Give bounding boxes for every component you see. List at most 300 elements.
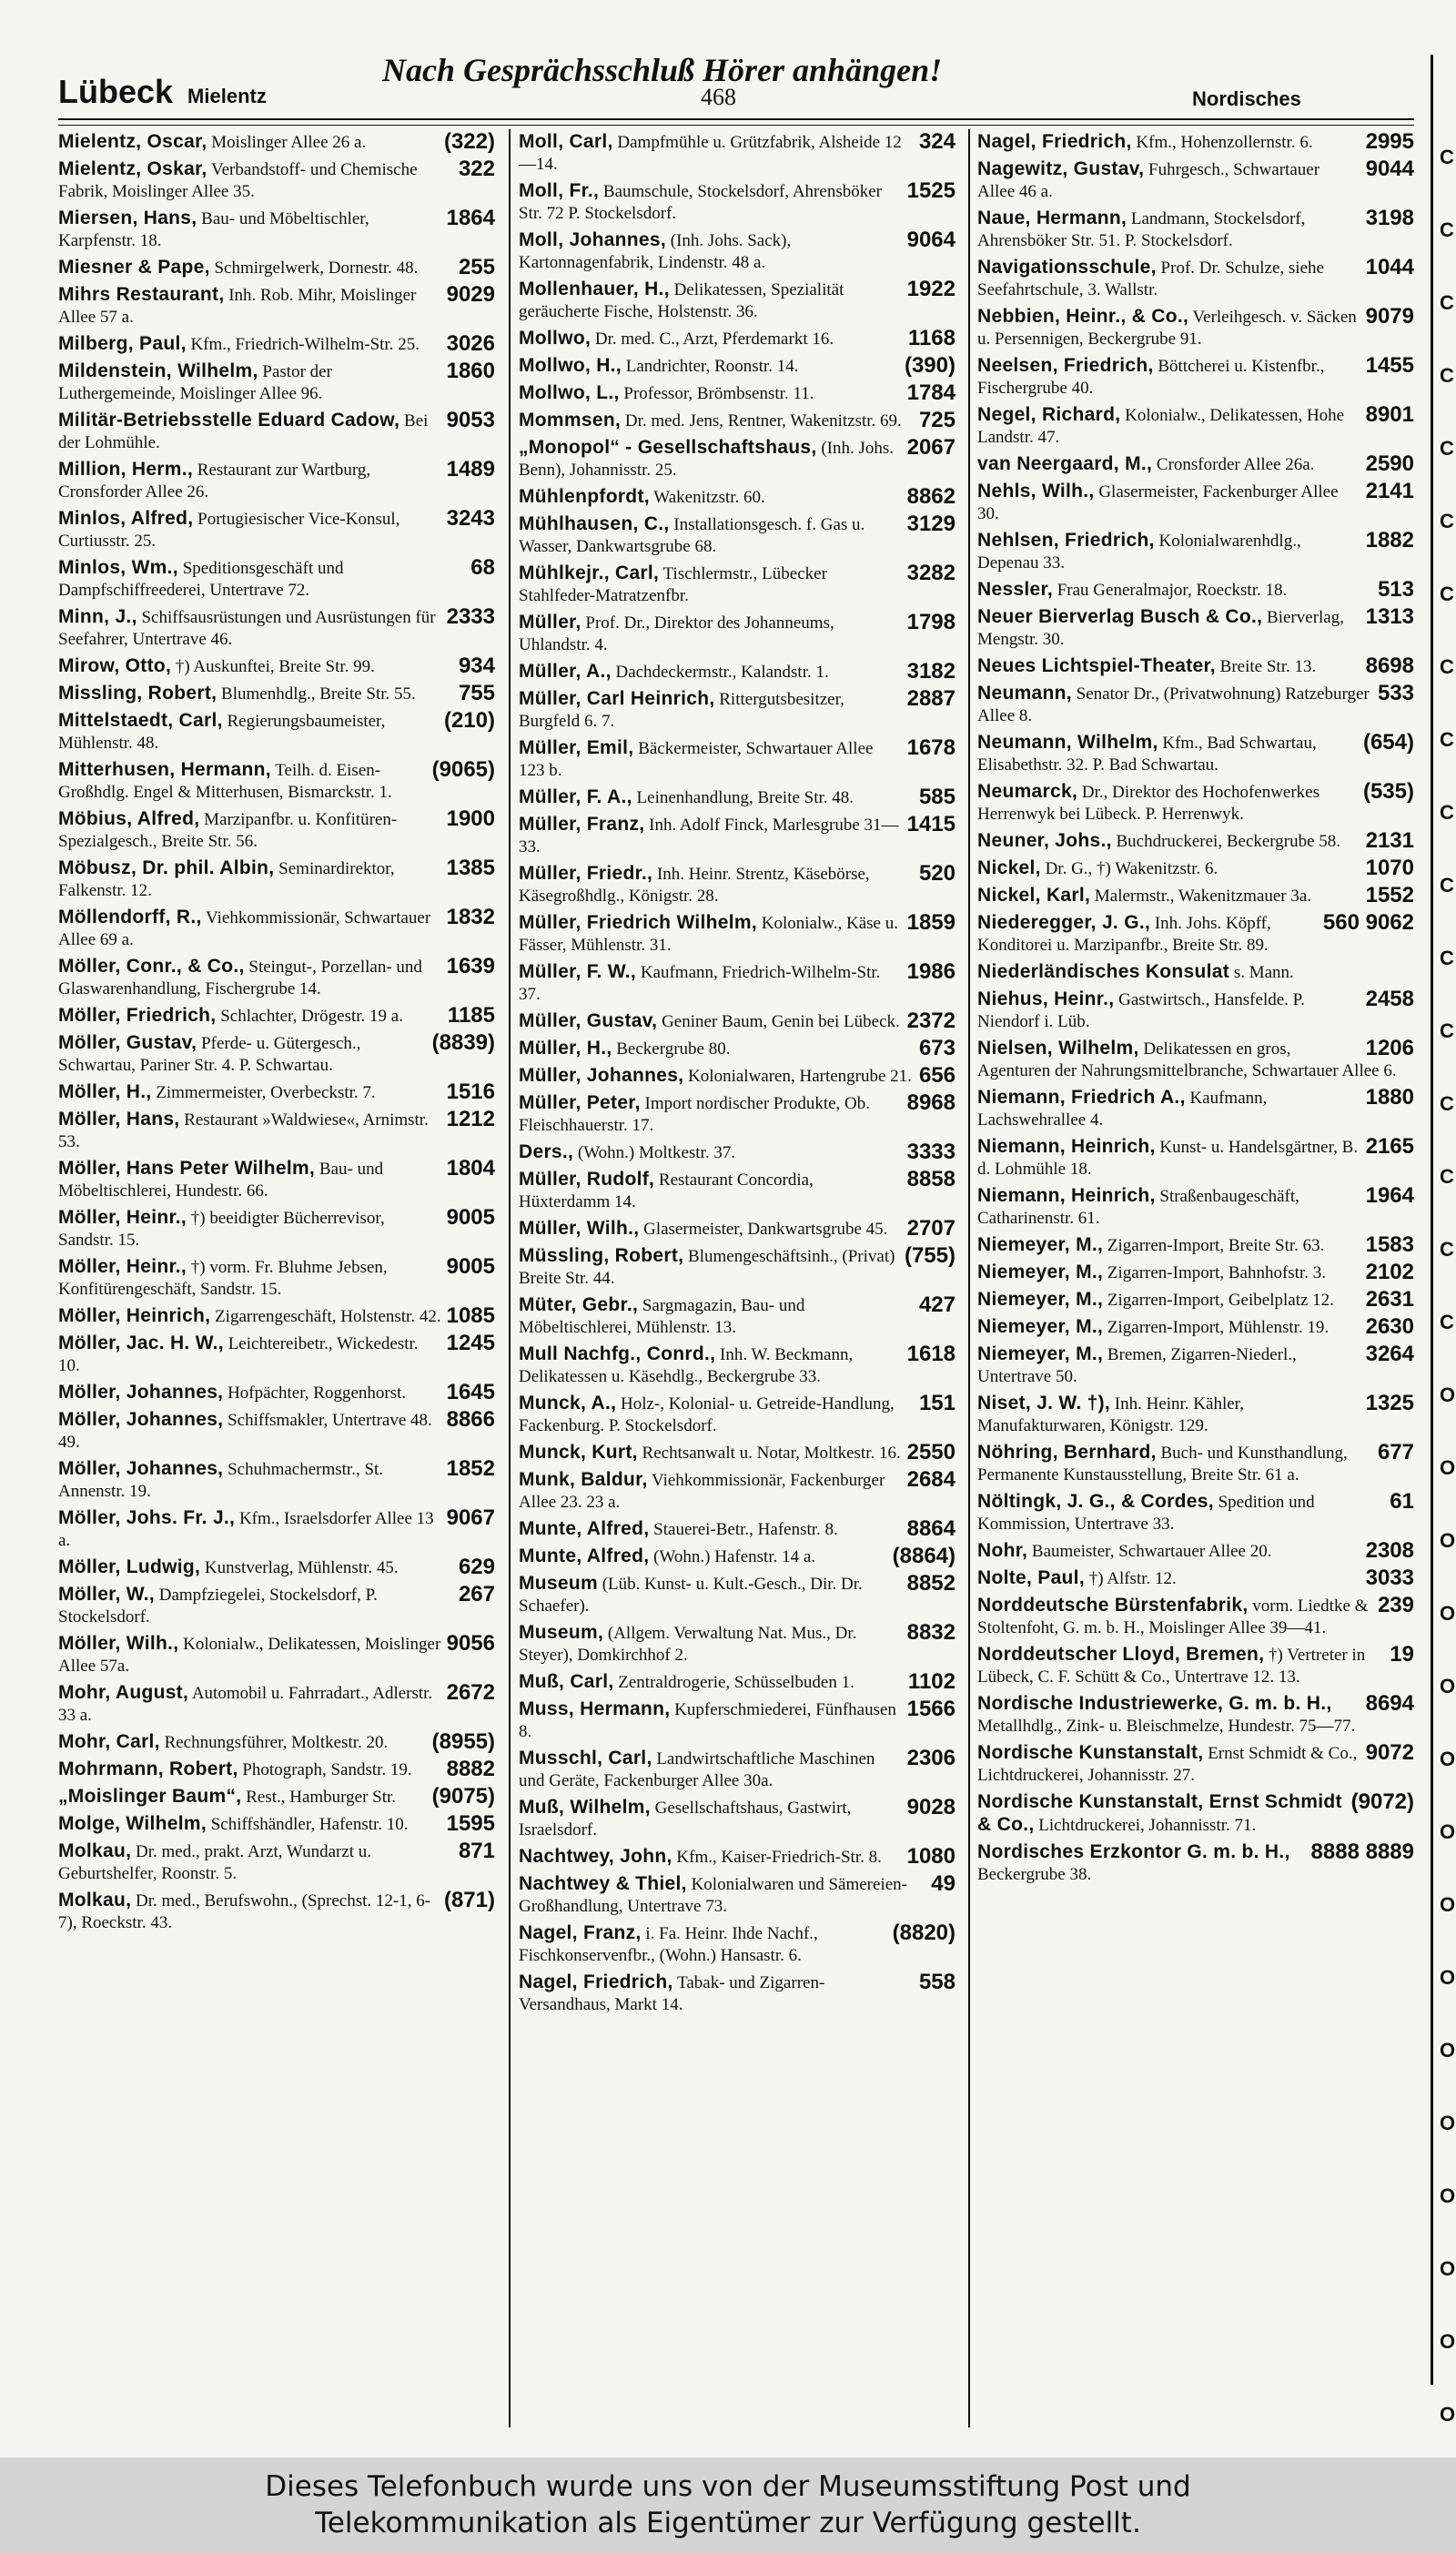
entry-details: Kupferschmiederei, Fünfhausen 8.: [519, 1700, 896, 1741]
entry-name: „Moislinger Baum“,: [58, 1786, 242, 1807]
entry-name: Ders.,: [519, 1141, 574, 1162]
entry-name: Müller, H.,: [519, 1038, 612, 1059]
entry-details: Leinenhandlung, Breite Str. 48.: [636, 788, 854, 807]
entry-details: Rechnungsführer, Moltkestr. 20.: [164, 1733, 389, 1752]
directory-entry: [977, 604, 1414, 654]
entry-details: Senator Dr., (Privatwohnung) Ratzeburger Allee 8.: [977, 684, 1370, 725]
entry-details: Schiffsausrüstungen und Ausrüstungen für Seefahrer, Untertrave 46.: [58, 608, 436, 649]
entry-details: Hofpächter, Roggenhorst.: [228, 1383, 407, 1403]
entry-name: Müller,: [519, 612, 581, 633]
entry-name: Mohr, August,: [58, 1682, 189, 1703]
entry-details: Kunst- u. Handelsgärtner, B. d. Lohmühle 18.: [977, 1138, 1359, 1179]
phone-number: 68: [470, 555, 495, 580]
entry-name: Niset, J. W. †),: [977, 1393, 1111, 1414]
directory-entry: [58, 1555, 495, 1582]
directory-entry: [58, 604, 495, 654]
entry-name: Nordische Industriewerke, G. m. b. H.,: [977, 1693, 1332, 1714]
directory-entry: [977, 1489, 1414, 1538]
directory-entry: [977, 1134, 1414, 1183]
entry-details: Blumenhdlg., Breite Str. 55.: [221, 684, 416, 704]
keyword-left: Mielentz: [187, 85, 267, 107]
entry-name: Molkau,: [58, 1840, 132, 1861]
entry-name: Nessler,: [977, 579, 1053, 600]
directory-entry: [977, 1593, 1414, 1642]
entry-details: Baumschule, Stockelsdorf, Ahrensböker Str. 72 P. Stockelsdorf.: [519, 182, 882, 223]
entry-name: Mommsen,: [519, 410, 622, 431]
directory-entry: [58, 654, 495, 681]
entry-details: Bäckermeister, Schwartauer Allee 123 b.: [519, 739, 874, 780]
directory-entry: [977, 1342, 1414, 1391]
entry-details: Dr. G., †) Wakenitzstr. 6.: [1045, 859, 1218, 878]
entry-name: Müller, Franz,: [519, 814, 645, 835]
phone-number: 677: [1377, 1440, 1414, 1464]
entry-name: Nöltingk, J. G., & Cordes,: [977, 1491, 1214, 1512]
directory-entry: [58, 1407, 495, 1456]
phone-number: 1882: [1365, 528, 1414, 552]
entry-name: van Neergaard, M.,: [977, 453, 1153, 474]
margin-mark: C: [1440, 583, 1454, 605]
entry-details: Landrichter, Roonstr. 14.: [625, 357, 799, 376]
phone-number: (322): [443, 129, 495, 154]
phone-number: 61: [1390, 1489, 1414, 1514]
entry-name: Miesner & Pape,: [58, 257, 210, 278]
entry-details: Gesellschaftshaus, Gastwirt, Israelsdorf.: [519, 1799, 852, 1839]
phone-number: 1618: [906, 1342, 956, 1366]
entry-name: Möller, Ludwig,: [58, 1556, 201, 1577]
directory-entry: [977, 129, 1414, 157]
entry-name: Niemeyer, M.,: [977, 1289, 1104, 1310]
margin-mark: C: [1440, 874, 1454, 897]
directory-entry: [58, 506, 495, 555]
phone-number: 2672: [446, 1680, 495, 1705]
phone-number: 1185: [447, 1003, 495, 1028]
entry-name: Niederländisches Konsulat: [977, 961, 1230, 982]
entry-name: Neumann, Wilhelm,: [977, 732, 1158, 753]
entry-name: Muß, Wilhelm,: [519, 1797, 651, 1818]
margin-mark: O: [1440, 1383, 1456, 1406]
phone-number: 8698: [1365, 654, 1414, 678]
directory-entry: [977, 528, 1414, 577]
directory-entry: [58, 1680, 495, 1729]
entry-name: Mihrs Restaurant,: [58, 284, 225, 305]
directory-entry: [58, 681, 495, 708]
directory-entry: [58, 255, 495, 282]
directory-entry: [519, 861, 956, 910]
entry-name: Nöhring, Bernhard,: [977, 1442, 1157, 1463]
directory-entry: [519, 1516, 956, 1544]
entry-name: Muß, Carl,: [519, 1671, 614, 1692]
directory-entry: [519, 1970, 956, 2019]
directory-entry: [519, 1620, 956, 1669]
phone-number: 8901: [1365, 402, 1414, 427]
entry-name: Nagel, Friedrich,: [519, 1971, 673, 1992]
entry-name: „Monopol“ - Gesellschaftshaus,: [519, 437, 817, 458]
entry-details: Delikatessen, Spezialität geräucherte Fische, Holstenstr. 36.: [519, 280, 844, 321]
directory-entry: [519, 561, 956, 610]
entry-details: Landmann, Stockelsdorf, Ahrensböker Str. 51. P. Stockelsdorf.: [977, 209, 1306, 250]
entry-details: Blumengeschäftsinh., (Privat) Breite Str. 44.: [519, 1247, 895, 1288]
phone-number: 1085: [446, 1303, 495, 1328]
phone-number: 656: [918, 1063, 956, 1088]
entry-name: Möller, Heinr.,: [58, 1256, 187, 1277]
entry-details: Beckergrube 38.: [977, 1865, 1092, 1884]
phone-number: 1986: [906, 959, 956, 984]
entry-details: Zigarren-Import, Breite Str. 63.: [1107, 1236, 1325, 1255]
entry-name: Nebbien, Heinr., & Co.,: [977, 306, 1189, 327]
phone-number: (755): [904, 1243, 956, 1268]
entry-name: Niemeyer, M.,: [977, 1316, 1104, 1337]
entry-name: Milberg, Paul,: [58, 333, 187, 354]
directory-entry: [977, 1538, 1414, 1566]
entry-name: Mohrmann, Robert,: [58, 1758, 238, 1779]
entry-name: Miersen, Hans,: [58, 208, 197, 228]
entry-details: Inh. Adolf Finck, Marlesgrube 31—33.: [519, 816, 899, 856]
directory-entry: [519, 1036, 956, 1063]
margin-mark: O: [1440, 2403, 1456, 2426]
entry-name: Niemeyer, M.,: [977, 1234, 1104, 1255]
directory-entry: [58, 1254, 495, 1303]
directory-entry: [58, 1888, 495, 1937]
directory-entry: [58, 1331, 495, 1380]
directory-entry: [519, 785, 956, 812]
entry-details: Viehkommissionär, Schwartauer Allee 69 a.: [58, 908, 431, 949]
directory-entry: [519, 959, 956, 1008]
entry-name: Neelsen, Friedrich,: [977, 355, 1154, 376]
phone-number: 1583: [1365, 1232, 1414, 1257]
entry-name: Nagel, Franz,: [519, 1922, 642, 1943]
phone-number: 1385: [446, 856, 495, 880]
directory-entry: [519, 380, 956, 408]
entry-name: Neues Lichtspiel-Theater,: [977, 655, 1216, 676]
entry-name: Niehus, Heinr.,: [977, 988, 1115, 1009]
directory-entry: [519, 1669, 956, 1697]
directory-entry: [58, 1839, 495, 1888]
entry-details: Dr. med., Berufswohn., (Sprechst. 12-1, 6-7), Roeckstr. 43.: [58, 1891, 431, 1932]
entry-name: Nagewitz, Gustav,: [977, 158, 1145, 179]
entry-name: Mühlenpfordt,: [519, 486, 650, 507]
phone-number: 1168: [907, 326, 956, 350]
entry-name: Missling, Robert,: [58, 683, 217, 704]
entry-details: Wakenitzstr. 60.: [653, 488, 765, 507]
phone-number: 1804: [446, 1156, 495, 1181]
directory-entry: [58, 157, 495, 206]
entry-name: Möller, Gustav,: [58, 1032, 197, 1053]
phone-number: 1832: [446, 905, 495, 929]
entry-details: Kolonialwarenhdlg., Depenau 33.: [977, 532, 1301, 573]
entry-name: Müller, Gustav,: [519, 1010, 658, 1031]
phone-number: 8866: [446, 1407, 495, 1432]
directory-entry: [58, 1205, 495, 1254]
phone-number: 8832: [906, 1620, 956, 1645]
listing-column-1: [58, 129, 495, 2427]
directory-entry: [977, 353, 1414, 402]
entry-details: Breite Str. 13.: [1219, 657, 1317, 676]
entry-name: Nagel, Friedrich,: [977, 131, 1132, 152]
margin-mark: C: [1440, 146, 1454, 168]
entry-details: Buch- und Kunsthandlung, Permanente Kunstausstellung, Breite Str. 61 a.: [977, 1444, 1348, 1485]
entry-details: Inh. W. Beckmann, Delikatessen u. Käsehdlg., Beckergrube 33.: [519, 1345, 854, 1386]
margin-mark: O: [1440, 1893, 1456, 1916]
directory-entry: [58, 282, 495, 331]
entry-name: Neuer Bierverlag Busch & Co.,: [977, 606, 1263, 627]
entry-name: Möller, W.,: [58, 1584, 155, 1605]
directory-entry: [977, 1183, 1414, 1232]
phone-number: 8694: [1365, 1691, 1414, 1716]
directory-entry: [977, 1691, 1414, 1740]
entry-details: Fuhrgesch., Schwartauer Allee 46 a.: [977, 160, 1320, 201]
entry-name: Möller, Johs. Fr. J.,: [58, 1507, 236, 1528]
phone-number: 9028: [906, 1795, 956, 1819]
entry-details: Kolonialw., Delikatessen, Hohe Landstr. 47.: [977, 406, 1345, 447]
entry-details: Dr. med. C., Arzt, Pferdemarkt 16.: [594, 329, 834, 349]
phone-number: 673: [918, 1036, 956, 1060]
phone-number: 2067: [906, 435, 956, 460]
entry-name: Möller, Jac. H. W.,: [58, 1333, 224, 1353]
entry-details: Frau Generalmajor, Roeckstr. 18.: [1057, 581, 1288, 600]
entry-name: Minlos, Wm.,: [58, 557, 178, 578]
entry-details: (Wohn.) Hafenstr. 14 a.: [653, 1547, 816, 1566]
margin-mark: C: [1440, 1019, 1454, 1042]
directory-entry: [977, 1314, 1414, 1342]
entry-details: Zimmermeister, Overbeckstr. 7.: [156, 1083, 376, 1102]
phone-number: 8968: [906, 1090, 956, 1115]
directory-entry: [977, 1260, 1414, 1287]
directory-entry: [519, 735, 956, 785]
phone-number: 2333: [446, 604, 495, 629]
entry-details: Pastor der Luthergemeinde, Moislinger Allee 96.: [58, 362, 332, 403]
entry-details: Kfm., Hohenzollernstr. 6.: [1136, 133, 1313, 152]
entry-name: Munck, A.,: [519, 1393, 617, 1414]
entry-name: Möller, Johannes,: [58, 1382, 224, 1403]
entry-details: Inh. Heinr. Strentz, Käsebörse, Käsegroßhdlg., Königstr. 28.: [519, 865, 870, 906]
entry-name: Minn, J.,: [58, 606, 137, 627]
phone-number: 427: [918, 1292, 956, 1317]
entry-name: Molkau,: [58, 1890, 132, 1910]
phone-number: 1080: [906, 1844, 956, 1869]
entry-details: Dachdeckermstr., Kalandstr. 1.: [615, 663, 829, 682]
phone-number: 19: [1390, 1642, 1414, 1667]
entry-name: Moll, Carl,: [519, 131, 613, 152]
directory-entry: [977, 479, 1414, 528]
entry-name: Moll, Fr.,: [519, 180, 600, 201]
entry-details: Kolonialw., Delikatessen, Moislinger Allee 57a.: [58, 1635, 441, 1676]
entry-details: Baumeister, Schwartauer Allee 20.: [1031, 1542, 1272, 1561]
entry-details: Zentraldrogerie, Schüsselbuden 1.: [618, 1673, 854, 1692]
directory-entry: [977, 910, 1414, 959]
phone-number: 1525: [906, 178, 956, 203]
phone-number: 9072: [1365, 1740, 1414, 1765]
directory-entry: [977, 1642, 1414, 1691]
phone-number: 9044: [1365, 157, 1414, 181]
directory-entry: [977, 206, 1414, 255]
entry-name: Müller, Rudolf,: [519, 1169, 655, 1190]
entry-name: Möller, Conr., & Co.,: [58, 956, 245, 977]
directory-entry: [58, 1030, 495, 1079]
directory-entry: [519, 1008, 956, 1036]
phone-number: 3243: [446, 506, 495, 531]
phone-number: 2590: [1365, 451, 1414, 476]
phone-number: 3333: [906, 1140, 956, 1164]
directory-entry: [977, 856, 1414, 883]
entry-name: Möller, Hans,: [58, 1109, 180, 1130]
directory-entry: [977, 779, 1414, 828]
entry-name: Müller, F. A.,: [519, 786, 632, 807]
phone-number: 1325: [1365, 1391, 1414, 1415]
phone-number: 560 9062: [1322, 910, 1414, 935]
phone-number: (871): [443, 1888, 495, 1912]
phone-number: 2372: [906, 1008, 956, 1033]
entry-details: Schlachter, Drögestr. 19 a.: [220, 1007, 403, 1026]
margin-mark: O: [1440, 1529, 1456, 1552]
directory-entry: [977, 1789, 1414, 1839]
directory-entry: [519, 659, 956, 686]
phone-number: 1678: [906, 735, 956, 760]
entry-details: Kolonialwaren, Hartengrube 21.: [688, 1067, 912, 1086]
entry-details: Holz-, Kolonial- u. Getreide-Handlung, Fackenburg. P. Stockelsdorf.: [519, 1394, 895, 1435]
entry-name: Neumann,: [977, 683, 1072, 704]
entry-details: Import nordischer Produkte, Ob. Fleischhauerstr. 17.: [519, 1094, 870, 1135]
phone-number: 1645: [446, 1380, 495, 1404]
entry-details: Kfm., Friedrich-Wilhelm-Str. 25.: [190, 335, 420, 354]
entry-details: Kaufmann, Lachswehrallee 4.: [977, 1089, 1268, 1130]
directory-entry: [977, 987, 1414, 1036]
phone-number: 2707: [906, 1216, 956, 1241]
margin-mark: C: [1440, 1238, 1454, 1261]
entry-details: Seminardirektor, Falkenstr. 12.: [58, 859, 395, 900]
directory-entry: [58, 954, 495, 1003]
entry-details: Zigarrengeschäft, Holstenstr. 42.: [215, 1307, 441, 1326]
phone-number: 9056: [446, 1631, 495, 1656]
directory-entry: [519, 353, 956, 380]
entry-details: (Lüb. Kunst- u. Kult.-Gesch., Dir. Dr. Schaefer).: [519, 1575, 863, 1616]
entry-name: Niemann, Heinrich,: [977, 1185, 1156, 1206]
entry-name: Müller, A.,: [519, 661, 612, 682]
directory-entry: [519, 1243, 956, 1292]
phone-number: 1489: [446, 457, 495, 481]
phone-number: 934: [458, 654, 495, 678]
phone-number: 725: [918, 408, 956, 432]
directory-entry: [519, 1391, 956, 1440]
margin-mark: O: [1440, 2257, 1456, 2280]
entry-name: Nickel,: [977, 857, 1041, 878]
entry-details: Zigarren-Import, Bahnhofstr. 3.: [1107, 1263, 1326, 1282]
entry-details: Leichtereibetr., Wickedestr. 10.: [58, 1334, 419, 1375]
margin-mark: O: [1440, 1456, 1456, 1479]
directory-entry: [519, 1871, 956, 1921]
entry-details: Rest., Hamburger Str.: [246, 1788, 397, 1807]
phone-number: 8888 8889: [1310, 1839, 1414, 1864]
phone-number: 2165: [1365, 1134, 1414, 1159]
entry-name: Mildenstein, Wilhelm,: [58, 360, 258, 381]
directory-entry: [58, 1380, 495, 1407]
header-rule-thin: [58, 125, 1414, 126]
phone-number: 1206: [1365, 1036, 1414, 1060]
directory-entry: [58, 359, 495, 408]
directory-entry: [977, 1036, 1414, 1085]
entry-name: Militär-Betriebsstelle Eduard Cadow,: [58, 410, 400, 431]
entry-name: Müller, Carl Heinrich,: [519, 688, 715, 709]
entry-name: Mollwo,: [519, 328, 592, 349]
directory-entry: [977, 1839, 1414, 1889]
margin-mark: C: [1440, 218, 1454, 241]
entry-details: Photograph, Sandstr. 19.: [242, 1760, 412, 1779]
directory-entry: [977, 1440, 1414, 1489]
phone-number: 3033: [1365, 1566, 1414, 1590]
entry-name: Nohr,: [977, 1540, 1028, 1561]
directory-entry: [58, 1456, 495, 1505]
entry-details: Dampfziegelei, Stockelsdorf, P. Stockelsdorf.: [58, 1586, 378, 1627]
entry-details: Prof. Dr. Schulze, siehe Seefahrtschule, 3. Wallstr.: [977, 258, 1324, 299]
phone-number: 1102: [907, 1669, 956, 1694]
entry-name: Möller, Hans Peter Wilhelm,: [58, 1158, 316, 1179]
directory-entry: [519, 512, 956, 561]
directory-entry: [519, 910, 956, 959]
phone-number: 9064: [906, 228, 956, 252]
entry-details: Böttcherei u. Kistenfbr., Fischergrube 40.: [977, 357, 1325, 398]
entry-details: Straßenbaugeschäft, Catharinenstr. 61.: [977, 1187, 1299, 1228]
entry-details: †) vorm. Fr. Bluhme Jebsen, Konfitürengeschäft, Sandstr. 15.: [58, 1258, 388, 1299]
margin-mark: O: [1440, 2039, 1456, 2062]
entry-name: Museum: [519, 1573, 598, 1594]
entry-details: Inh. Heinr. Kähler, Manufakturwaren, Königstr. 129.: [977, 1394, 1244, 1435]
phone-number: 9005: [446, 1254, 495, 1279]
entry-details: Inh. Rob. Mihr, Moislinger Allee 57 a.: [58, 286, 417, 327]
entry-details: Stauerei-Betr., Hafenstr. 8.: [653, 1520, 838, 1539]
notice-banner: Nach Gesprächsschluß Hörer anhängen!: [382, 52, 943, 88]
phone-number: 2308: [1365, 1538, 1414, 1563]
directory-entry: [58, 129, 495, 157]
phone-number: 2630: [1365, 1314, 1414, 1339]
phone-number: (9075): [431, 1784, 495, 1809]
margin-mark: O: [1440, 1675, 1456, 1698]
entry-name: Million, Herm.,: [58, 459, 194, 480]
directory-entry: [58, 331, 495, 359]
directory-entry: [519, 129, 956, 178]
entry-name: Möbusz, Dr. phil. Albin,: [58, 857, 275, 878]
phone-number: 755: [458, 681, 495, 705]
entry-details: (Inh. Johs. Sack), Kartonnagenfabrik, Lindenstr. 48 a.: [519, 231, 792, 272]
directory-entry: [58, 555, 495, 604]
margin-mark: C: [1440, 291, 1454, 314]
phone-number: (390): [904, 353, 956, 378]
directory-entry: [977, 730, 1414, 779]
entry-details: Automobil u. Fahrradart., Adlerstr. 33 a.: [58, 1684, 433, 1725]
entry-name: Munk, Baldur,: [519, 1469, 648, 1490]
phone-number: 1859: [906, 910, 956, 935]
entry-details: Portugiesischer Vice-Konsul, Curtiusstr. 25.: [58, 510, 400, 551]
directory-entry: [519, 1746, 956, 1795]
entry-details: Gastwirtsch., Hansfelde. P. Niendorf i. Lüb.: [977, 990, 1305, 1031]
phone-number: 267: [458, 1582, 495, 1606]
directory-entry: [977, 255, 1414, 304]
directory-entry: [977, 1232, 1414, 1260]
entry-details: (Allgem. Verwaltung Nat. Mus., Dr. Steyer), Domkirchhof 2.: [519, 1624, 857, 1665]
phone-number: 3198: [1365, 206, 1414, 230]
directory-entry: [58, 806, 495, 856]
entry-name: Mollenhauer, H.,: [519, 279, 670, 299]
directory-entry: [519, 1292, 956, 1342]
page-number: 468: [701, 84, 736, 110]
entry-details: Teilh. d. Eisen-Großhdlg. Engel & Mitterhusen, Bismarckstr. 1.: [58, 761, 392, 802]
entry-details: Bierverlag, Mengstr. 30.: [977, 608, 1344, 649]
entry-name: Mollwo, H.,: [519, 355, 622, 376]
entry-details: Prof. Dr., Direktor des Johanneums, Uhlandstr. 4.: [519, 613, 834, 654]
entry-details: Tischlermstr., Lübecker Stahlfeder-Matratzenfbr.: [519, 564, 827, 605]
phone-number: 2887: [906, 686, 956, 711]
entry-name: Muss, Hermann,: [519, 1698, 671, 1719]
phone-number: (8864): [892, 1544, 956, 1568]
entry-details: Dampfmühle u. Grützfabrik, Alsheide 12—14.: [519, 133, 902, 174]
